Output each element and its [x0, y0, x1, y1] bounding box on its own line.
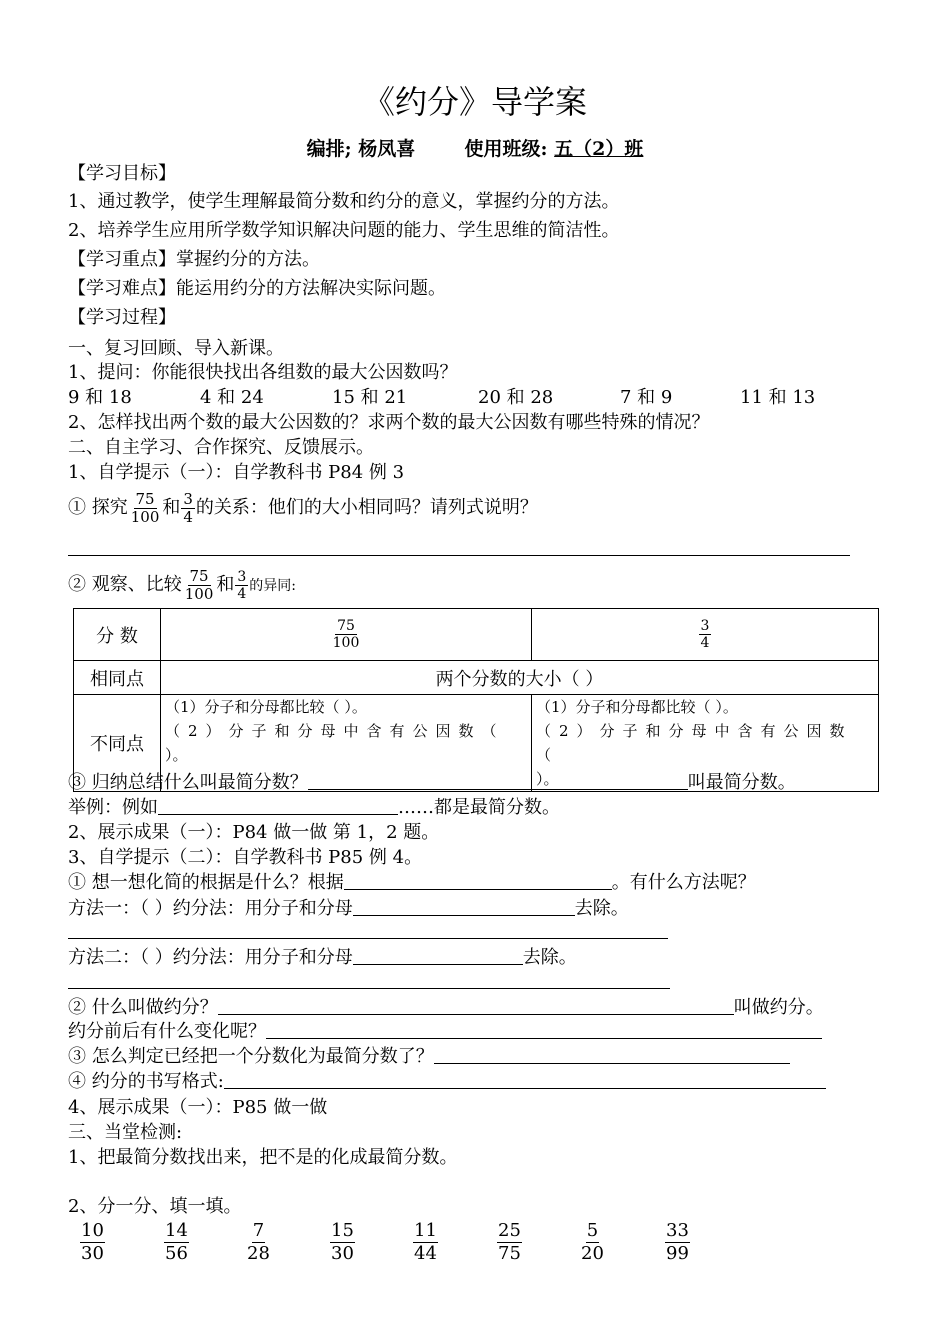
section3-q2: 2、分一分、填一填。	[68, 1196, 242, 1217]
process-heading: 【学习过程】	[68, 307, 176, 328]
goals-heading: 【学习目标】	[68, 163, 176, 184]
exercise-fraction: 11 44	[414, 1220, 437, 1264]
fraction-75-100: $\frac{75}{100}$	[130, 489, 160, 526]
exercise-fraction: 25 75	[498, 1220, 521, 1264]
method-2-answer-line	[68, 988, 670, 989]
section1-heading: 一、复习回顾、导入新课。	[68, 338, 284, 359]
same-cell: 两个分数的大小（ ）	[161, 661, 879, 695]
exercise-fraction: 5 20	[581, 1220, 604, 1264]
header-diff: 不同点	[74, 695, 161, 792]
header-fraction: 分 数	[74, 609, 161, 661]
pair-5: 7 和 9	[620, 387, 673, 408]
pair-4: 20 和 28	[478, 387, 554, 408]
summary-line: ③ 归纳总结什么叫最简分数？ 叫最简分数。	[68, 772, 796, 793]
focus-line: 【学习重点】掌握约分的方法。	[68, 249, 320, 270]
diff-cell-left: （1）分子和分母都比较（ ）。 （2）分子和分母中含有公因数（ ）。	[161, 695, 532, 792]
method-1-answer-line	[68, 938, 668, 939]
exercise-fraction: 14 56	[165, 1220, 188, 1264]
class-label: 使用班级:	[464, 138, 548, 160]
page-title: 《约分》导学案	[362, 83, 587, 121]
exercise-fraction: 15 30	[331, 1220, 354, 1264]
editor: 编排; 杨凤喜	[306, 138, 416, 160]
exercise-fraction: 10 30	[81, 1220, 104, 1264]
judge-line: ③ 怎么判定已经把一个分数化为最简分数了？	[68, 1045, 790, 1069]
difficulty-line: 【学习难点】能运用约分的方法解决实际问题。	[68, 278, 446, 299]
section2-heading: 二、自主学习、合作探究、反馈展示。	[68, 437, 374, 458]
show-1: 2、展示成果（一）：P84 做一做 第 1，2 题。	[68, 822, 440, 843]
fraction-3-4: $\frac{3}{4}$	[237, 568, 247, 602]
method-1: 方法一：（ ）约分法：用分子和分母 去除。	[68, 898, 629, 919]
exercise-fraction: 7 28	[247, 1220, 270, 1264]
think-line: ① 想一想化简的根据是什么？根据 。有什么方法呢？	[68, 872, 756, 893]
fraction-75-100: $\frac{75}{100}$	[332, 618, 360, 651]
goal-item-1: 1、通过教学，使学生理解最简分数和约分的意义，掌握约分的方法。	[68, 191, 620, 212]
section3-q1: 1、把最简分数找出来，把不是的化成最简分数。	[68, 1147, 458, 1168]
exercise-fraction: 33 99	[666, 1220, 689, 1264]
answer-line	[68, 555, 850, 556]
goal-item-2: 2、培养学生应用所学数学知识解决问题的能力、学生思维的简洁性。	[68, 220, 620, 241]
pair-1: 9 和 18	[68, 387, 132, 408]
pair-6: 11 和 13	[740, 387, 816, 408]
hint-1: 1、自学提示（一）：自学教科书 P84 例 3	[68, 462, 405, 483]
what-line: ② 什么叫做约分？ 叫做约分。	[68, 997, 824, 1018]
observe-line: ② 观察、比较 $\frac{75}{100}$ 和 $\frac{3}{4}$ 的异同:	[68, 566, 297, 603]
example-line: 举例：例如 ……都是最简分数。	[68, 797, 560, 818]
change-line: 约分前后有什么变化呢？	[68, 1020, 822, 1044]
hint-2: 3、自学提示（二）：自学教科书 P85 例 4。	[68, 847, 423, 868]
class-value: 五（2）班	[554, 138, 644, 160]
section1-q2: 2、怎样找出两个数的最大公因数的？求两个数的最大公因数有哪些特殊的情况？	[68, 412, 710, 433]
header-same: 相同点	[74, 661, 161, 695]
fraction-3-4: $\frac{3}{4}$	[183, 489, 193, 526]
format-line: ④ 约分的书写格式:	[68, 1070, 826, 1094]
show-2: 4、展示成果（一）：P85 做一做	[68, 1097, 328, 1118]
fraction-3-4: $\frac{3}{4}$	[700, 618, 710, 651]
diff-cell-right: （1）分子和分母都比较（ ）。 （2）分子和分母中含有公因数（ ）。	[532, 695, 879, 792]
pair-2: 4 和 24	[200, 387, 264, 408]
section1-q1: 1、提问：你能很快找出各组数的最大公因数吗？	[68, 362, 458, 383]
section3-heading: 三、当堂检测:	[68, 1122, 183, 1143]
method-2: 方法二：（ ）约分法：用分子和分母 去除。	[68, 947, 577, 968]
pair-3: 15 和 21	[332, 387, 408, 408]
fraction-list	[0, 1220, 950, 1270]
comparison-table	[73, 608, 879, 792]
explore-line: ① 探究 $\frac{75}{100}$ 和 $\frac{3}{4}$ 的关系：他们的大小相同吗？请列式说明？	[68, 489, 538, 526]
byline	[0, 136, 950, 162]
fraction-75-100: $\frac{75}{100}$	[184, 566, 214, 603]
